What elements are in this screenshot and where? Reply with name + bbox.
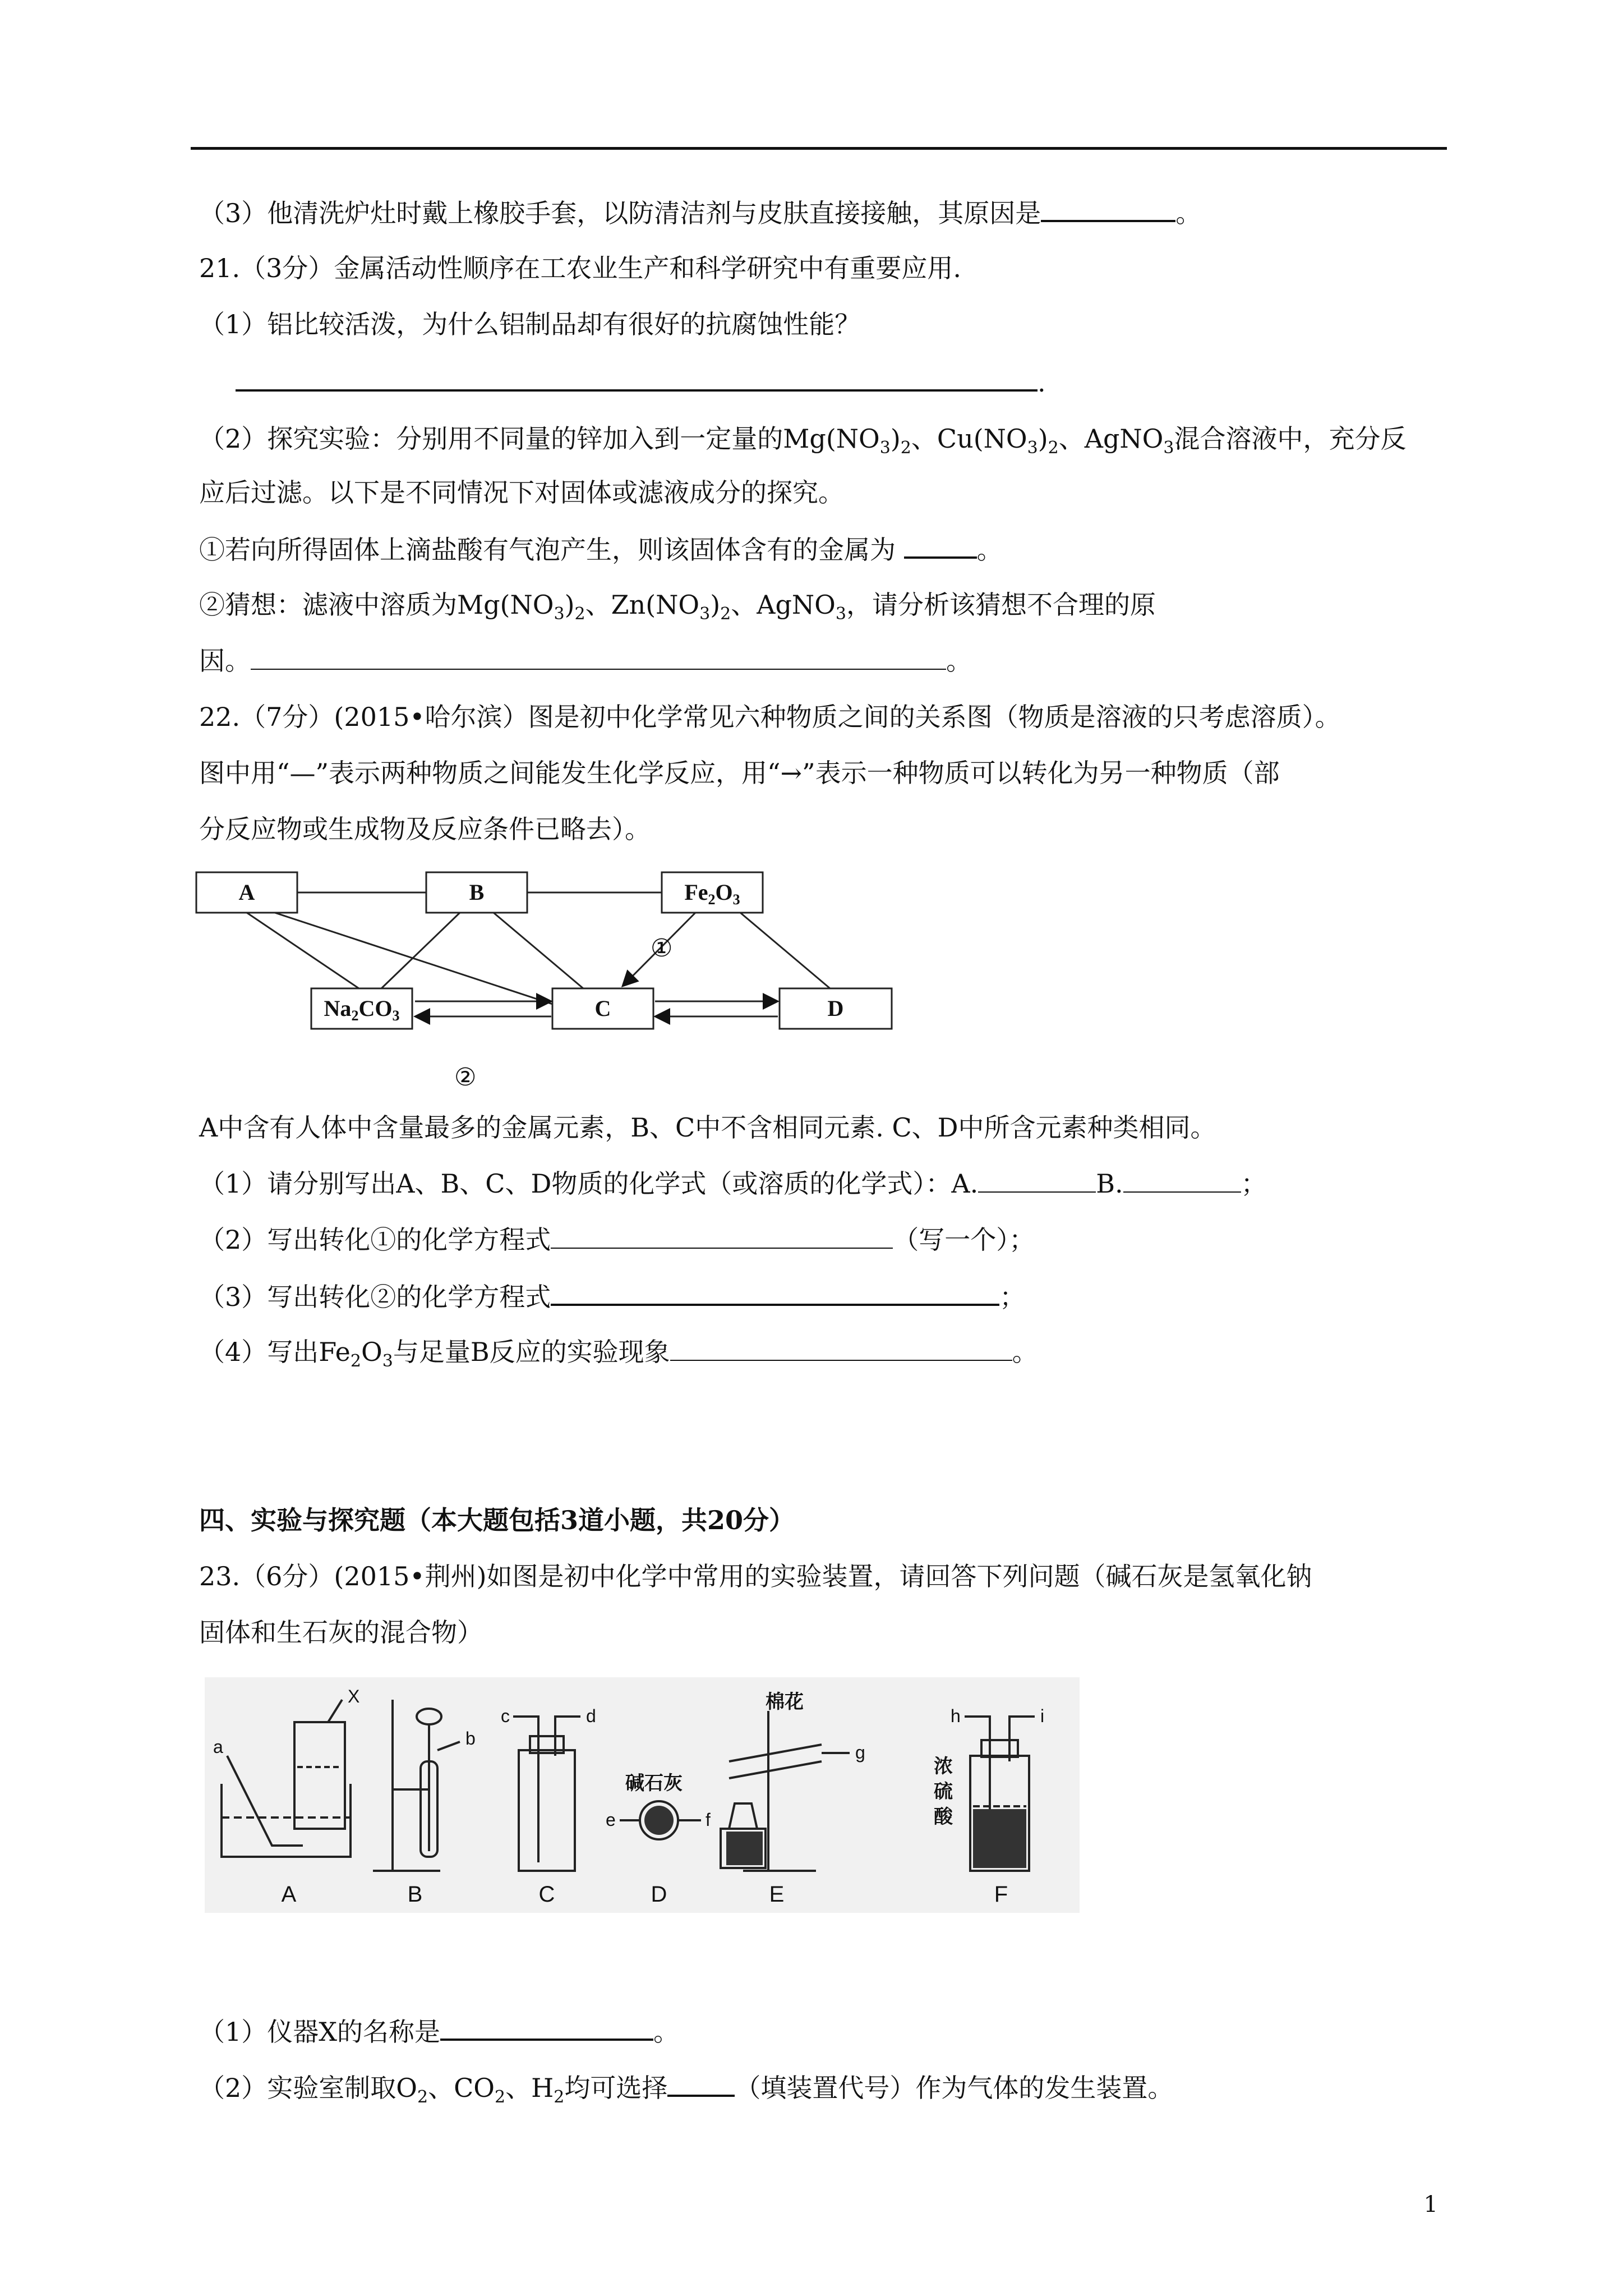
answer-blank[interactable] <box>670 1335 1012 1361</box>
q21-part2-ii: ②猜想：滤液中溶质为$Mg(NO_3)_2$、$Zn(NO_3)_2$、AgNO$_3$，请分析该猜想不合理的原 <box>199 590 1156 624</box>
label-a: A <box>238 880 255 905</box>
q21-part2-i: ①若向所得固体上滴盐酸有气泡产生，则该固体含有的金属为 。 <box>199 532 1003 567</box>
label-apparatus-b: B <box>407 1882 423 1907</box>
q23-title: 23.（6分）(2015•荆州)如图是初中化学中常用的实验装置，请回答下列问题（碱石灰是氢氧化钠 <box>199 1561 1312 1591</box>
label-e-port: e <box>606 1810 616 1830</box>
label-g-port: g <box>855 1742 865 1763</box>
q23-line2: 固体和生石灰的混合物） <box>199 1617 483 1648</box>
q22-sub2: （2）写出转化①的化学方程式 （写一个）； <box>199 1223 1035 1257</box>
q23-apparatus-figure <box>205 1677 1080 1913</box>
label-na2co3: $Na_2CO_3$ <box>324 996 400 1024</box>
label-conc-3: 酸 <box>934 1806 953 1828</box>
answer-blank[interactable] <box>667 2070 735 2097</box>
answer-blank[interactable] <box>551 1279 999 1306</box>
label-soda-lime: 碱石灰 <box>625 1772 683 1795</box>
label-cotton: 棉花 <box>766 1691 804 1713</box>
label-d: D <box>827 996 844 1021</box>
q22-info: A中含有人体中含量最多的金属元素，B、C中不含相同元素. C、D中所含元素种类相同。 <box>199 1112 1216 1143</box>
q22-relation-diagram <box>191 864 909 1099</box>
q23-sub2: （2）实验室制取$O_2$、$CO_2$、$H_2$均可选择 （填装置代号）作为气体的发生装置。 <box>199 2070 1173 2114</box>
label-b-port: b <box>465 1728 476 1749</box>
q22-line3: 分反应物或生成物及反应条件已略去）。 <box>199 814 651 844</box>
label-c: C <box>594 996 611 1021</box>
label-a-port: a <box>213 1737 223 1757</box>
answer-blank[interactable] <box>551 1223 893 1249</box>
answer-blank[interactable] <box>251 644 946 670</box>
answer-blank[interactable] <box>904 532 977 559</box>
q21-part2-ii-cont: 因。 。 <box>199 644 972 678</box>
label-x: X <box>348 1686 360 1706</box>
q21-part2-line2: 应后过滤。以下是不同情况下对固体或滤液成分的探究。 <box>199 477 844 508</box>
page-number: 1 <box>1423 2192 1438 2217</box>
answer-blank[interactable] <box>1041 195 1175 222</box>
label-d-port: d <box>586 1706 596 1726</box>
q21-part2-line1: （2）探究实验：分别用不同量的锌加入到一定量的$Mg(NO_3)_2$、$Cu(NO_3)_2$、AgNO$_3$混合溶液中，充分反 <box>199 424 1407 458</box>
q22-sub3: （3）写出转化②的化学方程式 ； <box>199 1279 1025 1314</box>
label-apparatus-e: E <box>769 1882 785 1907</box>
label-fe2o3: $Fe_2O_3$ <box>684 880 740 908</box>
label-apparatus-f: F <box>994 1882 1008 1907</box>
q20-part3: （3）他清洗炉灶时戴上橡胶手套，以防清洁剂与皮肤直接接触，其原因是 。 <box>199 195 1201 230</box>
q22-sub1: （1）请分别写出A、B、C、D物质的化学式（或溶质的化学式）：A. B. ； <box>199 1167 1267 1200</box>
label-c-port: c <box>501 1706 510 1726</box>
q21-part1: （1）铝比较活泼，为什么铝制品却有很好的抗腐蚀性能？ <box>199 309 861 339</box>
q21-title: 21.（3分）金属活动性顺序在工农业生产和科学研究中有重要应用. <box>199 253 962 283</box>
label-apparatus-c: C <box>538 1882 555 1907</box>
label-b: B <box>469 880 485 905</box>
answer-blank[interactable] <box>978 1167 1096 1193</box>
q23-sub1: （1）仪器X的名称是 。 <box>199 2014 679 2049</box>
label-conc-2: 硫 <box>934 1780 953 1803</box>
label-apparatus-a: A <box>281 1882 297 1907</box>
label-f-port: f <box>706 1810 711 1830</box>
q22-sub4: （4）写出$Fe_2O_3$与足量B反应的实验现象 。 <box>199 1335 1038 1378</box>
label-apparatus-d: D <box>651 1882 667 1907</box>
q22-line2: 图中用“—”表示两种物质之间能发生化学反应，用“→”表示一种物质可以转化为另一种物质（部 <box>199 758 1280 788</box>
label-conc-1: 浓 <box>934 1755 953 1778</box>
answer-blank[interactable] <box>440 2014 653 2041</box>
marker-2: ② <box>454 1063 477 1092</box>
label-h-port: h <box>951 1706 961 1726</box>
label-i-port: i <box>1040 1706 1045 1726</box>
q22-title: 22.（7分）(2015•哈尔滨）图是初中化学常见六种物质之间的关系图（物质是溶液的只考虑溶质）。 <box>199 702 1341 732</box>
marker-1: ① <box>651 934 673 963</box>
q21-part1-answer: . <box>236 365 1046 399</box>
section4-title: 四、实验与探究题（本大题包括3道小题，共20分） <box>199 1505 795 1535</box>
answer-blank[interactable] <box>1123 1167 1241 1193</box>
header-rule <box>191 147 1447 150</box>
answer-blank[interactable] <box>236 365 1038 392</box>
